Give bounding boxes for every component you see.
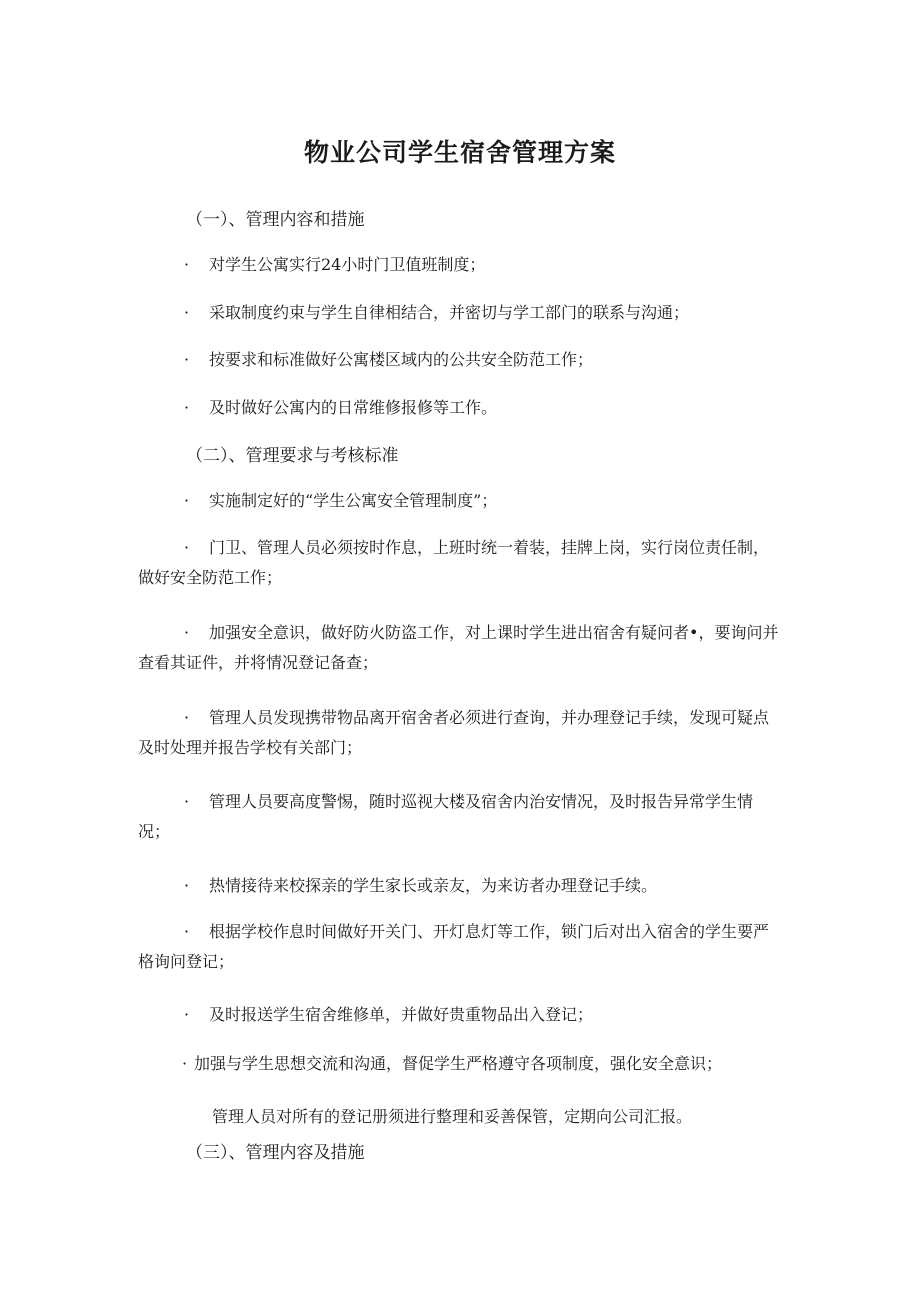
bullet-marker: · — [184, 1005, 190, 1024]
list-item — [138, 871, 784, 901]
section-heading-3: （三）、管理内容及措施 — [186, 1143, 365, 1163]
list-item-text: 管理人员发现携带物品离开宿舍者必须进行查询，并办理登记手续，发现可疑点及时处理并报告学校有关部门； — [138, 708, 770, 757]
list-item — [138, 1000, 784, 1030]
list-item — [138, 345, 784, 375]
section-heading-2: （二）、管理要求与考核标准 — [186, 446, 399, 466]
bullet-marker: · — [182, 1054, 188, 1073]
section-heading-1: （一）、管理内容和措施 — [186, 210, 365, 230]
closing-paragraph: 管理人员对所有的登记册须进行整理和妥善保管，定期向公司汇报。 — [212, 1107, 693, 1126]
list-item — [138, 486, 784, 516]
bullet-marker: · — [184, 623, 190, 642]
bullet-marker: · — [184, 398, 190, 417]
list-item-text: 实施制定好的“学生公寓安全管理制度”； — [209, 491, 498, 510]
list-item — [138, 618, 784, 678]
document-title: 物业公司学生宿舍管理方案 — [303, 138, 616, 167]
list-item-text: 热情接待来校探亲的学生家长或亲友，为来访者办理登记手续。 — [209, 876, 658, 895]
list-item-text: 采取制度约束与学生自律相结合，并密切与学工部门的联系与沟通； — [209, 303, 690, 322]
bullet-marker: · — [184, 538, 190, 557]
bullet-marker: · — [184, 350, 190, 369]
list-item-text: 及时做好公寓内的日常维修报修等工作。 — [209, 398, 498, 417]
list-item-text: 根据学校作息时间做好开关门、开灯息灯等工作，锁门后对出入宿舍的学生要严格询问登记； — [138, 922, 770, 971]
list-item — [138, 533, 784, 593]
bullet-marker: · — [184, 255, 190, 274]
list-item-text: 加强与学生思想交流和沟通，督促学生严格遵守各项制度，强化安全意识； — [194, 1054, 723, 1073]
list-item-text: 对学生公寓实行24小时门卫值班制度； — [209, 255, 486, 274]
bullet-marker: · — [184, 922, 190, 941]
bullet-marker: · — [184, 303, 190, 322]
list-item — [138, 1049, 784, 1079]
bullet-marker: · — [184, 708, 190, 727]
list-item — [138, 393, 784, 423]
bullet-marker: · — [184, 491, 190, 510]
bullet-marker: · — [184, 792, 190, 811]
list-item — [138, 917, 784, 977]
list-item-text: 门卫、管理人员必须按时作息，上班时统一着装，挂牌上岗，实行岗位责任制，做好安全防范工作； — [138, 538, 770, 587]
bullet-marker: · — [184, 876, 190, 895]
list-item-text: 按要求和标准做好公寓楼区域内的公共安全防范工作； — [209, 350, 594, 369]
list-item-text: 及时报送学生宿舍维修单，并做好贵重物品出入登记； — [209, 1005, 594, 1024]
list-item-text: 管理人员要高度警惕，随时巡视大楼及宿舍内治安情况，及时报告异常学生情况； — [138, 792, 754, 841]
list-item-text: 加强安全意识，做好防火防盗工作，对上课时学生进出宿舍有疑问者•，要询问并查看其证件，并将情况登记备查； — [138, 623, 779, 672]
list-item — [138, 250, 784, 280]
list-item — [138, 298, 784, 328]
list-item — [138, 703, 784, 763]
list-item — [138, 787, 784, 847]
